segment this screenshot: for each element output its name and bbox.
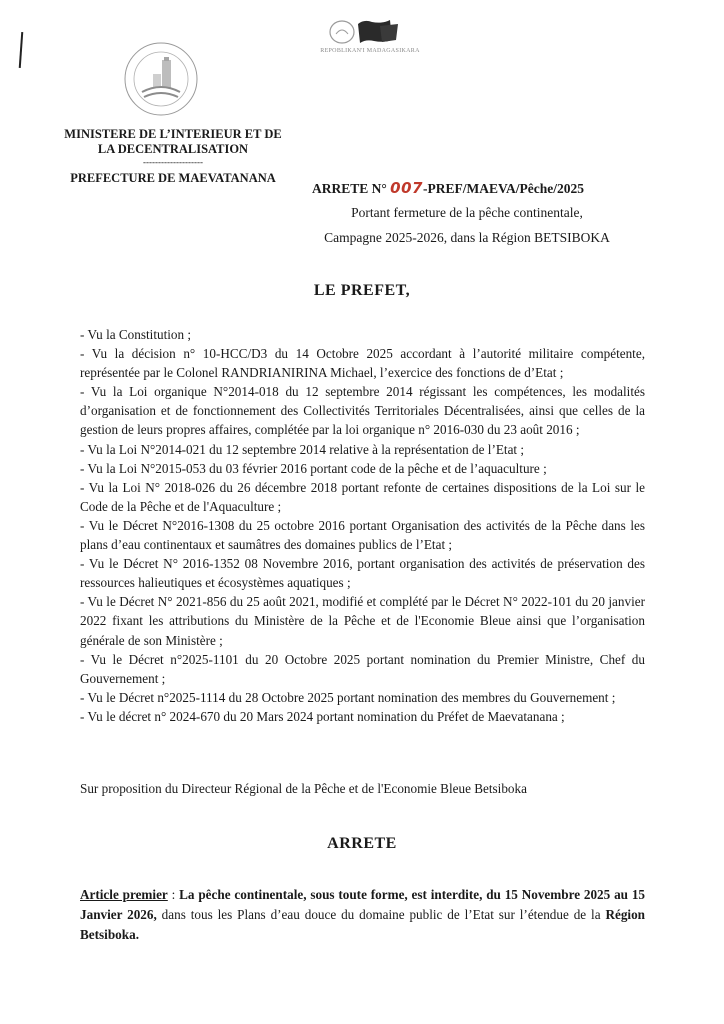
arrete-subject-line-1: Portant fermeture de la pêche continentale,	[351, 205, 583, 220]
arrete-ref-prefix: ARRETE N°	[312, 181, 387, 196]
vu-item: - Vu le Décret N°2016-1308 du 25 octobre 2016 portant Organisation des activités de la Pêche dans les plans d’eau continentaux et saumâtres des domaines publics de l’Etat ;	[80, 517, 645, 553]
vu-item: - Vu le décret n° 2024-670 du 20 Mars 2024 portant nomination du Préfet de Maevatanana ;	[80, 708, 565, 724]
vu-item: - Vu le Décret N° 2021-856 du 25 août 2021, modifié et complété par le Décret N° 2022-101 du 20 janvier 2022 fixant les attributions du Ministère de la Pêche et de l'Economie Bleue ainsi que l’organisation générale de son Ministère ;	[80, 594, 645, 648]
ministry-line-1: MINISTERE DE L’INTERIEUR ET DE	[64, 127, 282, 141]
ministry-line-2: LA DECENTRALISATION	[97, 142, 249, 156]
article-text: dans tous les Plans d’eau douce du domaine public de l’Etat sur l’étendue de la	[156, 907, 606, 922]
article-label: Article premier	[80, 887, 168, 902]
prefecture-name: PREFECTURE DE MAEVATANANA	[70, 171, 276, 185]
arrete-handwritten-number: 007	[390, 179, 423, 197]
ministry-seal	[122, 40, 200, 118]
article-bold-text: La pêche continentale, sous toute forme, est interdite, du 15 Novembre 2025 au 15 Janvier 2026,	[80, 887, 646, 922]
article-colon: :	[167, 887, 180, 902]
arrete-heading: ARRETE	[327, 835, 397, 852]
proposition-line: Sur proposition du Directeur Régional de la Pêche et de l'Economie Bleue Betsiboka	[80, 781, 527, 796]
ministry-header	[48, 127, 298, 186]
vu-item: - Vu la Loi N°2015-053 du 03 février 2016 portant code de la pêche et de l’aquaculture ;	[80, 460, 547, 476]
republic-emblem	[300, 16, 440, 66]
vu-item: - Vu la Loi N° 2018-026 du 26 décembre 2018 portant refonte de certaines dispositions de la Loi sur le Code de la Pêche et de l'Aquaculture ;	[80, 479, 645, 514]
header-separator: --------------------	[143, 157, 203, 167]
vu-item: - Vu le Décret n°2025-1114 du 28 Octobre 2025 portant nomination des membres du Gouvernement ;	[80, 689, 616, 705]
article-region: Région Betsiboka.	[80, 907, 645, 942]
arrete-subject-line-2: Campagne 2025-2026, dans la Région BETSIBOKA	[324, 230, 610, 245]
prefet-heading: LE PREFET,	[313, 282, 411, 299]
margin-pen-mark	[19, 32, 24, 68]
arrete-ref-suffix: -PREF/MAEVA/Pêche/2025	[422, 181, 584, 196]
emblem-caption: REPOBLIKAN'I MADAGASIKARA	[320, 48, 420, 54]
vu-item: - Vu la Loi organique N°2014-018 du 12 septembre 2014 régissant les compétences, les modalités d’organisation et de fonctionnement des Collectivités Territoriales Décentralisées, ainsi que celles de la gestion de leurs propres affaires, complétée par la loi organique n° 2016-030 du 23 août 2016 ;	[80, 384, 645, 438]
vu-item: - Vu la Constitution ;	[80, 327, 192, 342]
vu-item: - Vu la Loi N°2014-021 du 12 septembre 2014 relative à la représentation de l’Etat ;	[80, 441, 525, 457]
vu-item: - Vu le Décret n°2025-1101 du 20 Octobre 2025 portant nomination du Premier Ministre, Chef du Gouvernement ;	[80, 651, 645, 686]
vu-item: - Vu le Décret N° 2016-1352 08 Novembre 2016, portant organisation des activités de préservation des ressources halieutiques et écosystèmes aquatiques ;	[80, 556, 645, 591]
vu-item: - Vu la décision n° 10-HCC/D3 du 14 Octobre 2025 accordant à l’autorité militaire compétente, représentée par le Colonel RANDRIANIRINA Michael, l’exercice des fonctions de d’Etat ;	[80, 346, 645, 381]
arrete-reference	[312, 179, 584, 197]
article-premier	[80, 885, 645, 945]
vu-list	[80, 325, 645, 726]
